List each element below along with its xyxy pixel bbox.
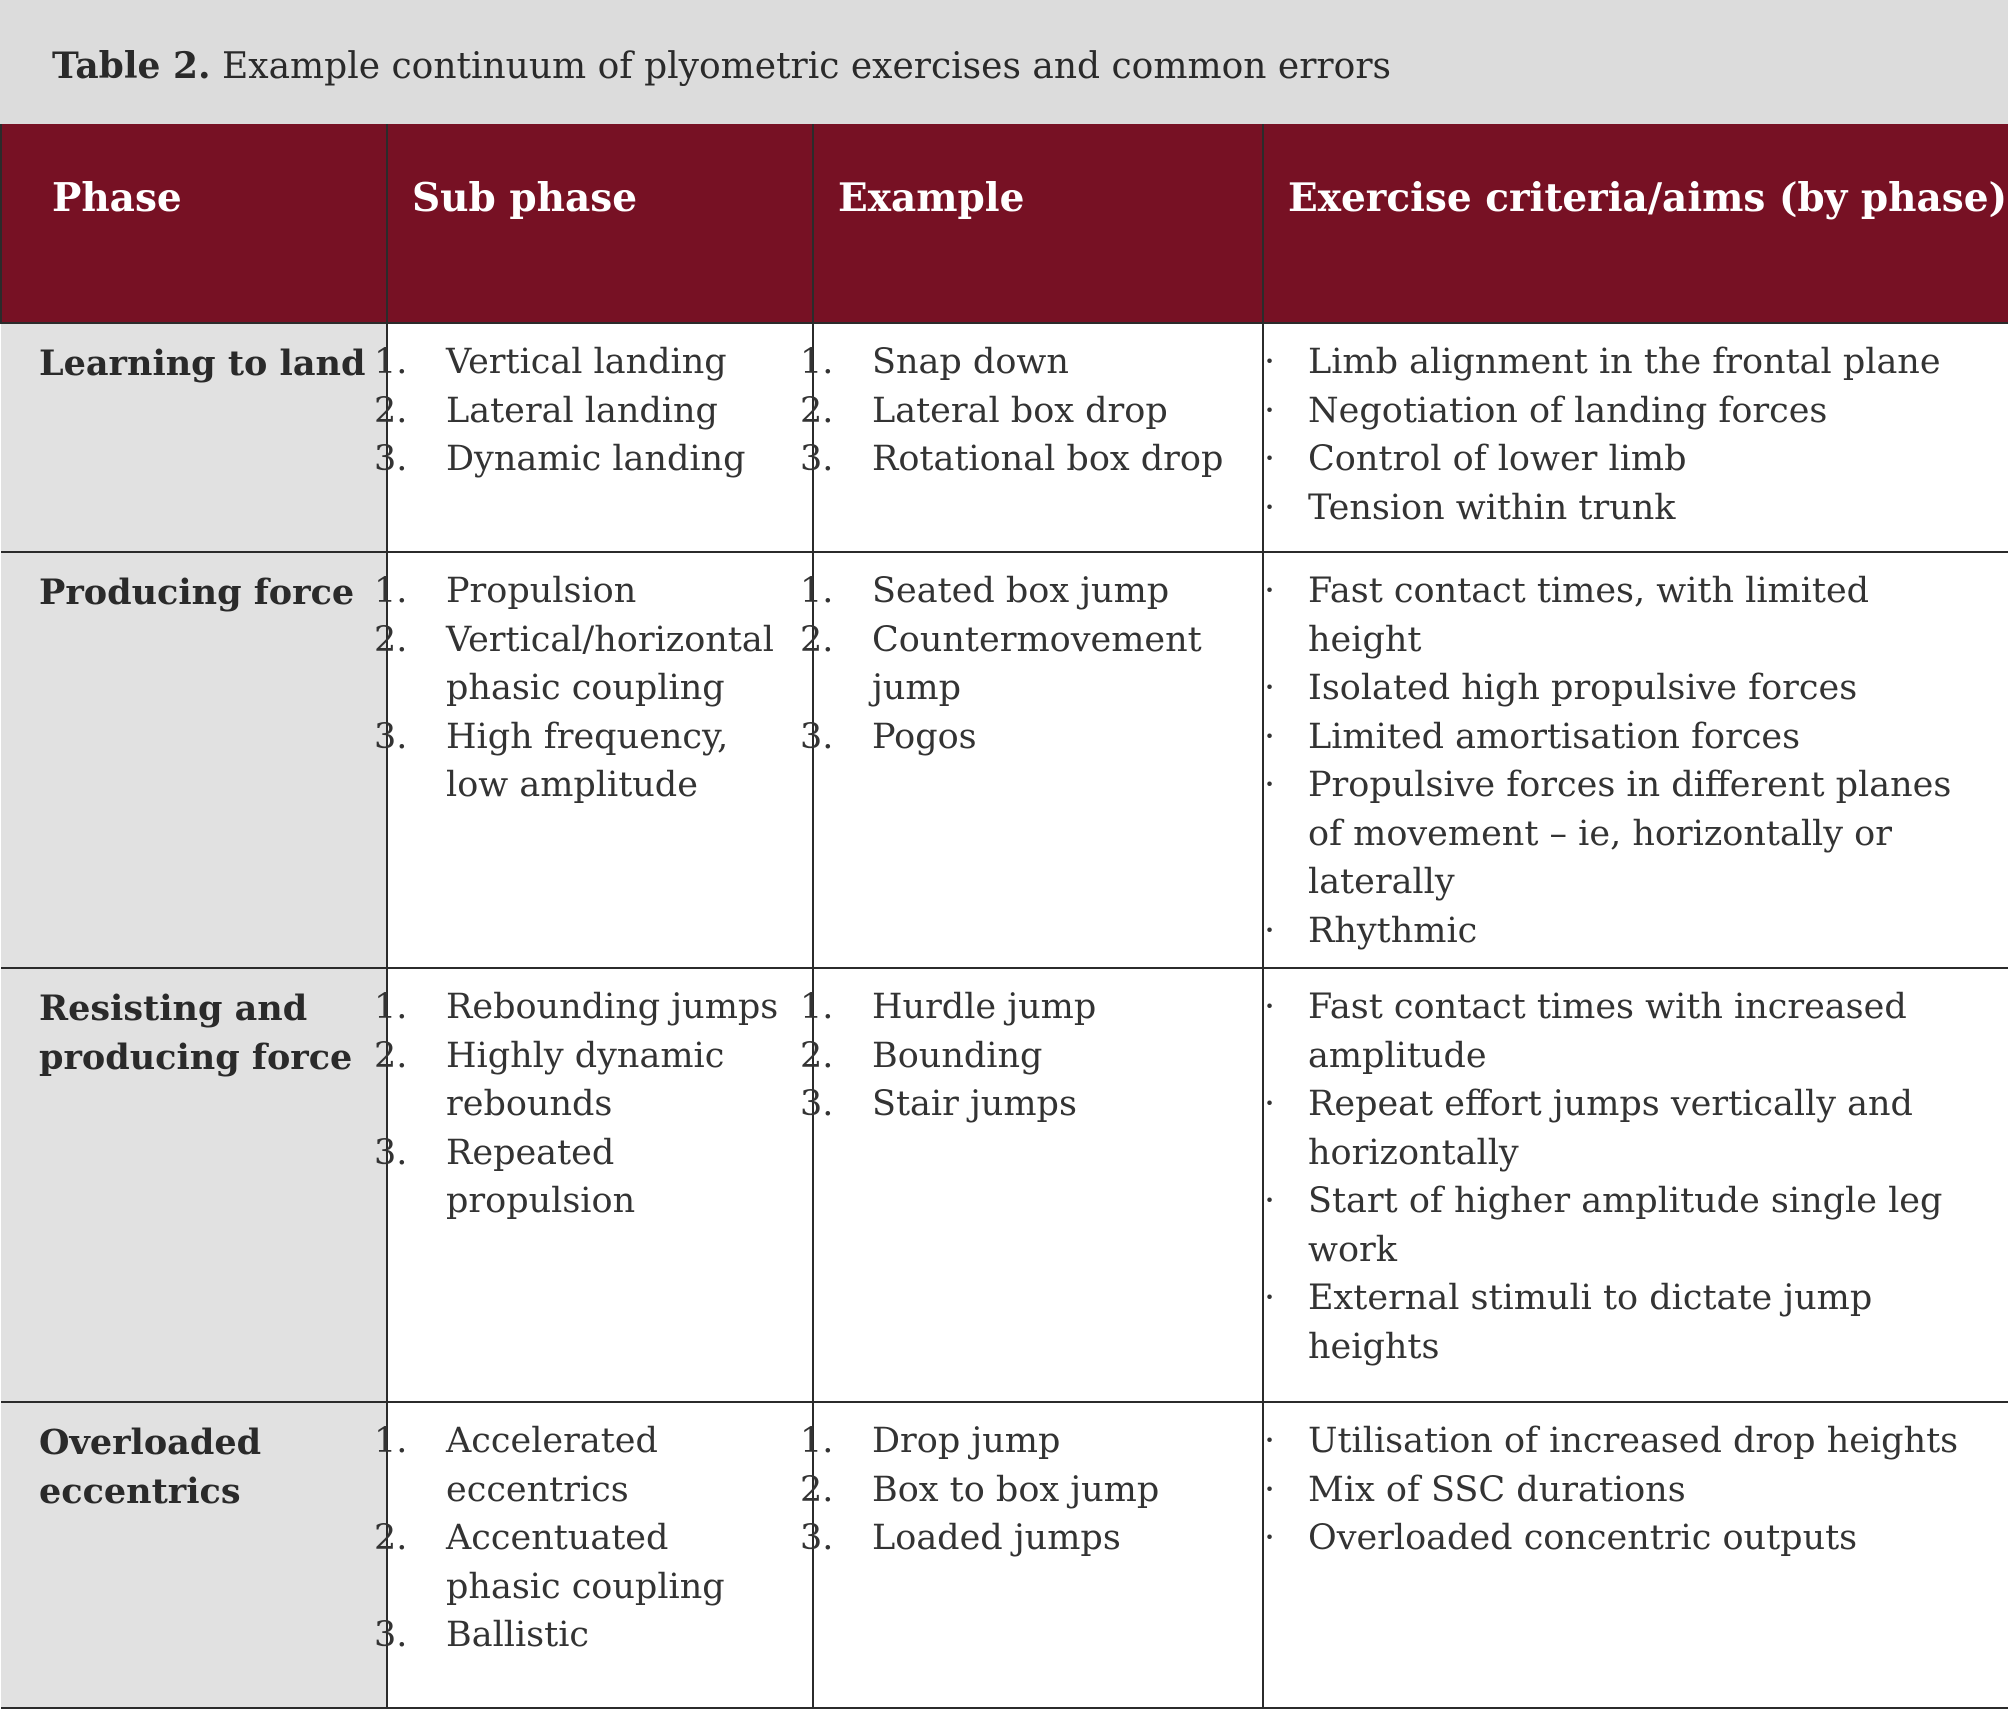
bullet-icon: ·: [1264, 910, 1276, 951]
item-number: 1.: [374, 1421, 408, 1461]
criteria-cell: [1263, 552, 2008, 968]
item-text: Drop jump: [872, 1421, 1061, 1461]
criteria-text: Fast contact times with increased amplitude: [1308, 987, 1907, 1076]
criteria-text: Control of lower limb: [1308, 439, 1687, 479]
item-number: 1.: [374, 571, 408, 611]
item-number: 2.: [800, 1469, 834, 1510]
item-number: 2.: [374, 1035, 408, 1076]
item-text: Vertical landing: [446, 342, 727, 382]
item-number: 3.: [374, 716, 408, 757]
criteria-item: [1264, 1466, 1991, 1515]
header-example: Example: [813, 124, 1263, 323]
item-text: Bounding: [872, 1035, 1043, 1076]
list-item: [800, 1466, 1244, 1515]
table-row: [1, 968, 2008, 1402]
item-text: Stair jumps: [872, 1084, 1077, 1124]
criteria-text: Overloaded concentric outputs: [1308, 1518, 1858, 1558]
bullet-icon: ·: [1264, 439, 1276, 479]
bullet-icon: ·: [1264, 342, 1276, 382]
list-item: [374, 1514, 794, 1611]
item-text: Pogos: [872, 716, 977, 757]
criteria-item: [1264, 664, 1991, 713]
phase-cell: Producing force: [1, 552, 387, 968]
item-number: 1.: [800, 987, 834, 1027]
bullet-icon: ·: [1264, 1278, 1276, 1318]
bullet-icon: ·: [1264, 765, 1276, 805]
item-number: 3.: [374, 439, 408, 479]
criteria-item: [1264, 1514, 1991, 1563]
criteria-item: [1264, 907, 1991, 956]
list-item: [800, 435, 1244, 484]
list-item: [374, 1032, 794, 1129]
list-item: [800, 713, 1244, 762]
item-text: Repeated propulsion: [446, 1132, 636, 1221]
criteria-cell: [1263, 323, 2008, 552]
bullet-icon: ·: [1264, 1518, 1276, 1558]
item-text: Highly dynamic rebounds: [446, 1035, 725, 1124]
item-number: 3.: [800, 439, 834, 479]
criteria-text: Limb alignment in the frontal plane: [1308, 342, 1941, 382]
criteria-item: [1264, 1274, 1991, 1371]
bullet-icon: ·: [1264, 1181, 1276, 1221]
item-number: 2.: [374, 1518, 408, 1558]
item-text: Accentuated phasic coupling: [446, 1518, 725, 1607]
criteria-cell: [1263, 968, 2008, 1402]
example-cell: [800, 1402, 1263, 1708]
criteria-text: Start of higher amplitude single leg work: [1308, 1181, 1943, 1270]
item-number: 1.: [800, 1421, 834, 1461]
phase-cell: Overloaded eccentrics: [1, 1402, 387, 1708]
item-text: Propulsion: [446, 571, 637, 611]
caption-band: [0, 0, 2008, 124]
item-text: Seated box jump: [872, 571, 1170, 611]
header-phase: Phase: [1, 124, 387, 323]
item-number: 3.: [374, 1615, 408, 1655]
criteria-text: External stimuli to dictate jump heights: [1308, 1278, 1873, 1367]
item-text: Lateral landing: [446, 390, 718, 431]
item-text: Rebounding jumps: [446, 987, 779, 1027]
criteria-item: [1264, 1177, 1991, 1274]
item-text: High frequency, low amplitude: [446, 716, 729, 805]
list-item: [374, 387, 794, 436]
item-number: 1.: [800, 571, 834, 611]
table-row: [1, 1402, 2008, 1708]
list-item: [800, 1080, 1244, 1129]
list-item: [800, 1514, 1244, 1563]
sub-phase-cell: [374, 1402, 813, 1708]
table-row: [1, 323, 2008, 552]
item-text: Dynamic landing: [446, 439, 746, 479]
list-item: [800, 567, 1244, 616]
item-text: Snap down: [872, 342, 1069, 382]
item-number: 2.: [800, 619, 834, 660]
criteria-item: [1264, 567, 1991, 664]
sub-phase-cell: [374, 968, 813, 1402]
item-text: Rotational box drop: [872, 439, 1224, 479]
item-text: Countermovement jump: [872, 619, 1202, 708]
criteria-item: [1264, 983, 1991, 1080]
list-item: [374, 1417, 794, 1514]
criteria-text: Repeat effort jumps vertically and horizontally: [1308, 1084, 1913, 1173]
item-text: Hurdle jump: [872, 987, 1097, 1027]
header-sub-phase: Sub phase: [387, 124, 813, 323]
item-number: 2.: [374, 619, 408, 660]
criteria-text: Tension within trunk: [1308, 487, 1676, 528]
phase-cell: Learning to land: [1, 323, 387, 552]
bullet-icon: ·: [1264, 716, 1276, 757]
item-text: Loaded jumps: [872, 1518, 1121, 1558]
list-item: [374, 983, 794, 1032]
item-number: 2.: [800, 1035, 834, 1076]
bullet-icon: ·: [1264, 1084, 1276, 1124]
bullet-icon: ·: [1264, 987, 1276, 1027]
criteria-item: [1264, 1080, 1991, 1177]
criteria-item: [1264, 387, 1991, 436]
item-text: Accelerated eccentrics: [446, 1421, 658, 1510]
criteria-item: [1264, 484, 1991, 533]
criteria-text: Rhythmic: [1308, 910, 1478, 951]
criteria-text: Fast contact times, with limited height: [1308, 571, 1870, 660]
list-item: [374, 435, 794, 484]
bullet-icon: ·: [1264, 668, 1276, 708]
criteria-text: Limited amortisation forces: [1308, 716, 1801, 757]
sub-phase-cell: [374, 323, 813, 552]
criteria-text: Propulsive forces in different planes of movement – ie, horizontally or laterally: [1308, 765, 1952, 902]
list-item: [374, 713, 794, 810]
sub-phase-cell: [374, 552, 813, 968]
list-item: [374, 616, 794, 713]
header-row: [1, 124, 2008, 323]
example-cell: [800, 968, 1263, 1402]
list-item: [374, 1129, 794, 1226]
list-item: [800, 1417, 1244, 1466]
item-text: Box to box jump: [872, 1469, 1160, 1510]
criteria-item: [1264, 1417, 1991, 1466]
criteria-item: [1264, 338, 1991, 387]
example-cell: [800, 552, 1263, 968]
bullet-icon: ·: [1264, 1421, 1276, 1461]
item-text: Lateral box drop: [872, 390, 1168, 431]
bullet-icon: ·: [1264, 571, 1276, 611]
item-number: 2.: [800, 390, 834, 431]
criteria-item: [1264, 713, 1991, 762]
item-number: 3.: [374, 1132, 408, 1173]
item-number: 1.: [374, 987, 408, 1027]
caption-text: Example continuum of plyometric exercises and common errors: [222, 46, 1391, 87]
criteria-text: Isolated high propulsive forces: [1308, 668, 1858, 708]
item-number: 3.: [800, 1518, 834, 1558]
caption-label: Table 2.: [52, 45, 211, 87]
example-cell: [800, 323, 1263, 552]
bullet-icon: ·: [1264, 1469, 1276, 1510]
item-number: 1.: [374, 342, 408, 382]
bullet-icon: ·: [1264, 390, 1276, 431]
table-caption: [52, 42, 1391, 91]
list-item: [800, 387, 1244, 436]
bullet-icon: ·: [1264, 487, 1276, 528]
criteria-text: Utilisation of increased drop heights: [1308, 1421, 1959, 1461]
criteria-text: Negotiation of landing forces: [1308, 390, 1828, 431]
plyometric-table: [0, 124, 2008, 1709]
list-item: [374, 1611, 794, 1660]
item-number: 3.: [800, 1084, 834, 1124]
table-body: [1, 323, 2008, 1708]
list-item: [374, 567, 794, 616]
list-item: [374, 338, 794, 387]
criteria-text: Mix of SSC durations: [1308, 1469, 1686, 1510]
list-item: [800, 338, 1244, 387]
phase-cell: Resisting and producing force: [1, 968, 387, 1402]
header-criteria: Exercise criteria/aims (by phase): [1263, 124, 2008, 323]
list-item: [800, 1032, 1244, 1081]
criteria-item: [1264, 435, 1991, 484]
item-number: 1.: [800, 342, 834, 382]
criteria-cell: [1263, 1402, 2008, 1708]
item-text: Ballistic: [446, 1615, 589, 1655]
table-row: [1, 552, 2008, 968]
item-number: 3.: [800, 716, 834, 757]
item-text: Vertical/horizontal phasic coupling: [446, 619, 774, 708]
list-item: [800, 616, 1244, 713]
criteria-item: [1264, 761, 1991, 907]
list-item: [800, 983, 1244, 1032]
item-number: 2.: [374, 390, 408, 431]
